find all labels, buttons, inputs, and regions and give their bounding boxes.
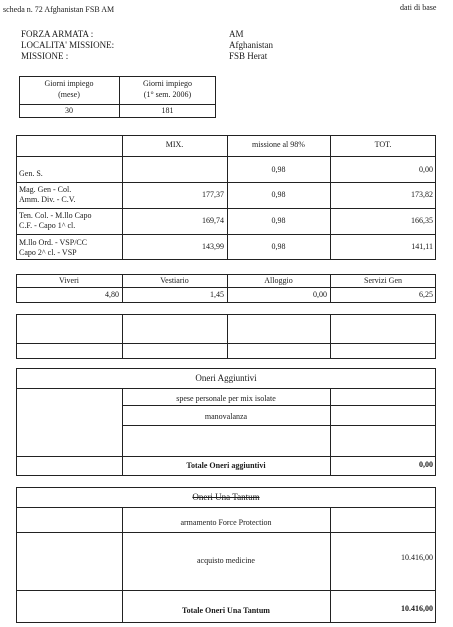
oneri-una-tantum-title: Oneri Una Tantum [192,492,260,502]
rank-tot: 173,82 [411,190,433,199]
services-value-viveri: 4,80 [105,290,119,299]
ranks-header-tot: TOT. [374,140,392,149]
ranks-header-mix: MIX. [165,140,184,149]
divider [16,507,436,508]
divider [16,532,436,533]
rank-missione: 0,98 [271,190,286,199]
sheet-subtitle: dati di base [400,3,437,12]
sheet-title: scheda n. 72 Afghanistan FSB AM [3,5,115,14]
rank-tot: 0,00 [419,165,433,174]
services-value-vestiario: 1,45 [210,290,224,299]
rank-missione: 0,98 [271,216,286,225]
divider [19,104,216,105]
giorni-header-1-line1: Giorni impiego [44,79,94,88]
una-tantum-total-value: 10.416,00 [401,604,433,613]
una-tantum-item: acquisto medicine [197,556,255,565]
oneri-aggiuntivi-total-value: 0,00 [419,460,433,469]
divider [16,234,436,235]
rank-missione: 0,98 [271,242,286,251]
ranks-header-missione: missione al 98% [252,140,305,149]
rank-label-line2: Capo 2^ cl. - VSP [19,248,77,257]
rank-label-line2: C.F. - Capo 1^ cl. [19,221,76,230]
rank-missione: 0,98 [271,165,286,174]
divider [16,156,436,157]
info-label-missione: MISSIONE : [21,51,69,61]
rank-label: Gen. S. [19,169,43,178]
divider [16,208,436,209]
services-header-alloggio: Alloggio [264,276,293,285]
oneri-aggiuntivi-total-label: Totale Oneri aggiuntivi [186,461,266,470]
services-value-alloggio: 0,00 [313,290,327,299]
rank-label: Mag. Gen - Col. [19,185,72,194]
rank-tot: 141,11 [411,242,433,251]
rank-mix: 169,74 [202,216,224,225]
info-value-missione: FSB Herat [229,51,268,61]
divider [16,456,436,457]
giorni-header-2-line2: (1° sem. 2006) [143,90,192,99]
oneri-aggiuntivi-title: Oneri Aggiuntivi [195,373,257,383]
info-label-localita: LOCALITA' MISSIONE: [21,40,115,50]
divider [227,314,228,359]
empty-grid-border [16,314,436,359]
services-header-viveri: Viveri [59,276,79,285]
divider [16,388,436,389]
giorni-value-semestre: 181 [161,106,174,115]
info-label-forza-armata: FORZA ARMATA : [21,29,94,39]
una-tantum-item-value: 10.416,00 [401,553,433,562]
oneri-item: spese personale per mix isolate [176,394,276,403]
rank-mix: 177,37 [202,190,224,199]
divider [122,425,436,426]
rank-label: Ten. Col. - M.llo Capo [19,211,92,220]
divider [122,314,123,359]
rank-tot: 166,35 [411,216,433,225]
divider [16,343,436,344]
divider [16,182,436,183]
oneri-item: manovalanza [204,412,248,421]
divider [330,314,331,359]
info-value-localita: Afghanistan [229,40,273,50]
info-value-forza-armata: AM [229,29,244,39]
una-tantum-item: armamento Force Protection [180,518,272,527]
giorni-header-2-line1: Giorni impiego [142,79,193,88]
rank-label: M.llo Ord. - VSP/CC [19,238,88,247]
giorni-value-mese: 30 [65,106,73,115]
giorni-header-1-line2: (mese) [58,90,80,99]
divider [16,287,436,288]
services-header-vestiario: Vestiario [160,276,189,285]
una-tantum-total-label: Totale Oneri Una Tantum [182,606,270,615]
rank-label-line2: Amm. Div. - C.V. [19,195,76,204]
divider [122,405,436,406]
divider [16,590,436,591]
services-header-servizi: Servizi Gen [364,276,402,285]
rank-mix: 143,99 [202,242,224,251]
services-value-servizi: 6,25 [419,290,433,299]
